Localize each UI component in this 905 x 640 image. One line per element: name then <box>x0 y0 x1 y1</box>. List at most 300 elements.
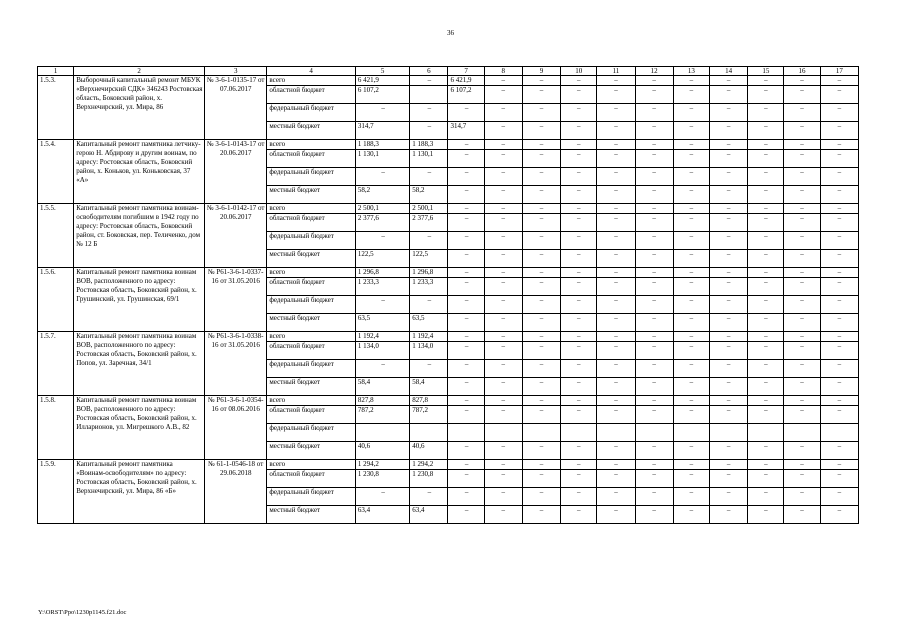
empty-dash-cell: – <box>561 278 597 296</box>
funding-source-label: всего <box>267 332 356 342</box>
empty-dash-cell <box>748 424 784 442</box>
empty-dash-cell: – <box>522 470 560 488</box>
empty-dash-cell: – <box>635 406 673 424</box>
empty-dash-cell: – <box>597 406 635 424</box>
amount-cell: – <box>448 168 484 186</box>
empty-dash-cell: – <box>597 442 635 460</box>
empty-dash-cell: – <box>820 488 858 506</box>
amount-cell: – <box>448 268 484 278</box>
empty-dash-cell: – <box>709 442 747 460</box>
amount-cell: – <box>355 104 409 122</box>
amount-cell: – <box>410 296 448 314</box>
amount-cell: 63,4 <box>410 506 448 524</box>
empty-dash-cell: – <box>561 406 597 424</box>
empty-dash-cell: – <box>748 232 784 250</box>
object-name: Капитальный ремонт памятника воинам ВОВ, расположенного по адресу: Ростовская область, Боковский район, х. Попов, ул. Заречная, 34/1 <box>74 332 205 396</box>
empty-dash-cell: – <box>484 168 522 186</box>
empty-dash-cell: – <box>673 268 709 278</box>
empty-dash-cell: – <box>522 168 560 186</box>
empty-dash-cell: – <box>484 214 522 232</box>
empty-dash-cell: – <box>635 332 673 342</box>
empty-dash-cell: – <box>820 214 858 232</box>
empty-dash-cell: – <box>820 378 858 396</box>
empty-dash-cell: – <box>522 360 560 378</box>
empty-dash-cell: – <box>522 506 560 524</box>
empty-dash-cell: – <box>522 342 560 360</box>
empty-dash-cell: – <box>597 104 635 122</box>
funding-source-label: областной бюджет <box>267 470 356 488</box>
empty-dash-cell: – <box>635 76 673 86</box>
empty-dash-cell: – <box>784 342 820 360</box>
empty-dash-cell: – <box>484 296 522 314</box>
empty-dash-cell: – <box>709 278 747 296</box>
column-header: 16 <box>784 67 820 76</box>
amount-cell: – <box>448 470 484 488</box>
empty-dash-cell: – <box>635 442 673 460</box>
empty-dash-cell: – <box>709 250 747 268</box>
amount-cell: 1 296,8 <box>355 268 409 278</box>
amount-cell: – <box>448 186 484 204</box>
amount-cell: 6 107,2 <box>355 86 409 104</box>
amount-cell: – <box>355 296 409 314</box>
amount-cell: 1 296,8 <box>410 268 448 278</box>
amount-cell: 1 230,8 <box>410 470 448 488</box>
empty-dash-cell: – <box>484 442 522 460</box>
document-number: № Р61-3-6-1-0337-16 от 31.05.2016 <box>205 268 267 332</box>
amount-cell: – <box>410 122 448 140</box>
empty-dash-cell: – <box>748 250 784 268</box>
empty-dash-cell: – <box>784 76 820 86</box>
amount-cell: 58,2 <box>355 186 409 204</box>
empty-dash-cell: – <box>820 186 858 204</box>
funding-source-label: всего <box>267 396 356 406</box>
amount-cell: – <box>448 214 484 232</box>
budget-table <box>37 66 859 524</box>
empty-dash-cell: – <box>748 396 784 406</box>
empty-dash-cell: – <box>522 396 560 406</box>
table-row <box>38 140 859 150</box>
empty-dash-cell: – <box>820 406 858 424</box>
empty-dash-cell: – <box>748 442 784 460</box>
row-number: 1.5.4. <box>38 140 74 204</box>
amount-cell: 1 233,3 <box>410 278 448 296</box>
empty-dash-cell: – <box>561 378 597 396</box>
empty-dash-cell: – <box>561 122 597 140</box>
empty-dash-cell: – <box>748 214 784 232</box>
empty-dash-cell: – <box>784 406 820 424</box>
empty-dash-cell: – <box>635 150 673 168</box>
empty-dash-cell: – <box>484 378 522 396</box>
amount-cell <box>410 86 448 104</box>
empty-dash-cell: – <box>597 268 635 278</box>
empty-dash-cell: – <box>484 332 522 342</box>
empty-dash-cell: – <box>635 314 673 332</box>
empty-dash-cell: – <box>820 314 858 332</box>
empty-dash-cell: – <box>784 150 820 168</box>
amount-cell: 2 500,1 <box>410 204 448 214</box>
table-row <box>38 76 859 86</box>
funding-source-label: федеральный бюджет <box>267 424 356 442</box>
column-header: 2 <box>74 67 205 76</box>
table-row <box>38 396 859 406</box>
amount-cell: – <box>448 204 484 214</box>
page-number: 36 <box>447 29 454 37</box>
funding-source-label: всего <box>267 140 356 150</box>
amount-cell: – <box>448 140 484 150</box>
empty-dash-cell: – <box>522 214 560 232</box>
empty-dash-cell: – <box>561 140 597 150</box>
empty-dash-cell: – <box>784 378 820 396</box>
empty-dash-cell: – <box>820 470 858 488</box>
funding-source-label: местный бюджет <box>267 314 356 332</box>
empty-dash-cell: – <box>709 470 747 488</box>
amount-cell: – <box>410 360 448 378</box>
amount-cell: 827,8 <box>355 396 409 406</box>
amount-cell: 63,5 <box>355 314 409 332</box>
column-header: 5 <box>355 67 409 76</box>
empty-dash-cell: – <box>597 342 635 360</box>
empty-dash-cell: – <box>561 314 597 332</box>
column-header: 1 <box>38 67 74 76</box>
empty-dash-cell: – <box>561 360 597 378</box>
row-number: 1.5.5. <box>38 204 74 268</box>
amount-cell: – <box>448 406 484 424</box>
empty-dash-cell: – <box>597 296 635 314</box>
empty-dash-cell: – <box>784 396 820 406</box>
empty-dash-cell: – <box>635 140 673 150</box>
amount-cell: 63,4 <box>355 506 409 524</box>
empty-dash-cell: – <box>748 104 784 122</box>
empty-dash-cell: – <box>484 232 522 250</box>
empty-dash-cell: – <box>673 442 709 460</box>
funding-source-label: всего <box>267 460 356 470</box>
amount-cell: – <box>448 104 484 122</box>
empty-dash-cell: – <box>748 332 784 342</box>
empty-dash-cell: – <box>561 104 597 122</box>
amount-cell: 1 130,1 <box>355 150 409 168</box>
empty-dash-cell: – <box>635 86 673 104</box>
empty-dash-cell: – <box>784 296 820 314</box>
empty-dash-cell: – <box>784 122 820 140</box>
empty-dash-cell: – <box>673 396 709 406</box>
column-header: 11 <box>597 67 635 76</box>
empty-dash-cell: – <box>784 86 820 104</box>
empty-dash-cell: – <box>748 168 784 186</box>
empty-dash-cell: – <box>820 232 858 250</box>
empty-dash-cell: – <box>597 168 635 186</box>
amount-cell: – <box>410 168 448 186</box>
amount-cell: – <box>410 232 448 250</box>
table-row <box>38 460 859 470</box>
empty-dash-cell: – <box>709 396 747 406</box>
empty-dash-cell: – <box>522 86 560 104</box>
empty-dash-cell: – <box>784 460 820 470</box>
empty-dash-cell: – <box>673 332 709 342</box>
empty-dash-cell: – <box>561 470 597 488</box>
empty-dash-cell: – <box>709 268 747 278</box>
amount-cell: – <box>448 378 484 396</box>
amount-cell: – <box>448 396 484 406</box>
empty-dash-cell: – <box>748 470 784 488</box>
empty-dash-cell: – <box>748 360 784 378</box>
empty-dash-cell: – <box>820 442 858 460</box>
document-number: № Р61-3-6-1-0354-16 от 08.06.2016 <box>205 396 267 460</box>
column-header: 3 <box>205 67 267 76</box>
empty-dash-cell: – <box>820 460 858 470</box>
empty-dash-cell: – <box>784 104 820 122</box>
empty-dash-cell: – <box>820 122 858 140</box>
empty-dash-cell: – <box>673 186 709 204</box>
amount-cell: 1 134,0 <box>410 342 448 360</box>
empty-dash-cell: – <box>561 460 597 470</box>
empty-dash-cell: – <box>484 278 522 296</box>
empty-dash-cell: – <box>597 488 635 506</box>
empty-dash-cell: – <box>597 204 635 214</box>
empty-dash-cell: – <box>522 204 560 214</box>
amount-cell: 2 377,6 <box>410 214 448 232</box>
empty-dash-cell: – <box>597 232 635 250</box>
empty-dash-cell: – <box>709 488 747 506</box>
empty-dash-cell: – <box>709 122 747 140</box>
empty-dash-cell: – <box>561 296 597 314</box>
amount-cell: – <box>448 488 484 506</box>
empty-dash-cell: – <box>484 506 522 524</box>
empty-dash-cell: – <box>635 378 673 396</box>
empty-dash-cell: – <box>709 140 747 150</box>
footer-file-path: Y:\ORST\Ppo\1230p1145.f21.doc <box>38 609 127 616</box>
column-header: 17 <box>820 67 858 76</box>
funding-source-label: областной бюджет <box>267 342 356 360</box>
empty-dash-cell: – <box>784 204 820 214</box>
empty-dash-cell: – <box>635 278 673 296</box>
amount-cell: – <box>355 232 409 250</box>
document-number: № 3-6-1-0135-17 от 07.06.2017 <box>205 76 267 140</box>
empty-dash-cell: – <box>635 296 673 314</box>
empty-dash-cell: – <box>709 314 747 332</box>
empty-dash-cell: – <box>673 360 709 378</box>
empty-dash-cell: – <box>484 488 522 506</box>
empty-dash-cell: – <box>522 314 560 332</box>
amount-cell: – <box>448 342 484 360</box>
amount-cell: 1 294,2 <box>410 460 448 470</box>
empty-dash-cell: – <box>673 314 709 332</box>
empty-dash-cell: – <box>820 86 858 104</box>
amount-cell: 63,5 <box>410 314 448 332</box>
empty-dash-cell: – <box>820 150 858 168</box>
empty-dash-cell: – <box>673 250 709 268</box>
empty-dash-cell: – <box>820 296 858 314</box>
empty-dash-cell: – <box>484 76 522 86</box>
column-header: 9 <box>522 67 560 76</box>
row-number: 1.5.6. <box>38 268 74 332</box>
amount-cell: – <box>410 104 448 122</box>
empty-dash-cell: – <box>709 378 747 396</box>
amount-cell: 787,2 <box>355 406 409 424</box>
empty-dash-cell: – <box>522 278 560 296</box>
empty-dash-cell: – <box>784 140 820 150</box>
empty-dash-cell <box>673 424 709 442</box>
funding-source-label: областной бюджет <box>267 86 356 104</box>
amount-cell: 6 421,9 <box>448 76 484 86</box>
empty-dash-cell: – <box>561 396 597 406</box>
empty-dash-cell: – <box>748 506 784 524</box>
empty-dash-cell: – <box>561 488 597 506</box>
amount-cell: 58,4 <box>355 378 409 396</box>
empty-dash-cell: – <box>673 296 709 314</box>
funding-source-label: всего <box>267 268 356 278</box>
empty-dash-cell: – <box>820 396 858 406</box>
empty-dash-cell: – <box>597 214 635 232</box>
empty-dash-cell: – <box>820 342 858 360</box>
object-name: Капитальный ремонт памятника воинам ВОВ, расположенного по адресу: Ростовская область, Боковский район, х. Грушинский, ул. Грушинская, 69/1 <box>74 268 205 332</box>
funding-source-label: местный бюджет <box>267 122 356 140</box>
amount-cell: 314,7 <box>448 122 484 140</box>
amount-cell: – <box>448 250 484 268</box>
column-header: 13 <box>673 67 709 76</box>
column-header: 12 <box>635 67 673 76</box>
empty-dash-cell <box>484 424 522 442</box>
empty-dash-cell: – <box>597 470 635 488</box>
amount-cell: 1 233,3 <box>355 278 409 296</box>
empty-dash-cell: – <box>673 488 709 506</box>
empty-dash-cell: – <box>784 442 820 460</box>
empty-dash-cell: – <box>561 250 597 268</box>
empty-dash-cell: – <box>820 332 858 342</box>
empty-dash-cell: – <box>522 76 560 86</box>
amount-cell: 40,6 <box>355 442 409 460</box>
funding-source-label: федеральный бюджет <box>267 104 356 122</box>
funding-source-label: местный бюджет <box>267 186 356 204</box>
empty-dash-cell: – <box>522 104 560 122</box>
amount-cell: 122,5 <box>355 250 409 268</box>
empty-dash-cell: – <box>597 250 635 268</box>
object-name: Капитальный ремонт памятника воинам ВОВ, расположенного по адресу: Ростовская область, Боковский район, х. Илларионов, ул. Мигрешкого А.В., 82 <box>74 396 205 460</box>
document-number: № 61-1-0546-18 от 29.06.2018 <box>205 460 267 524</box>
document-number: № Р61-3-6-1-0338-16 от 31.05.2016 <box>205 332 267 396</box>
empty-dash-cell: – <box>522 122 560 140</box>
empty-dash-cell: – <box>522 268 560 278</box>
empty-dash-cell: – <box>748 150 784 168</box>
empty-dash-cell: – <box>709 214 747 232</box>
empty-dash-cell: – <box>635 396 673 406</box>
empty-dash-cell: – <box>635 186 673 204</box>
empty-dash-cell: – <box>784 168 820 186</box>
empty-dash-cell: – <box>635 204 673 214</box>
empty-dash-cell: – <box>484 268 522 278</box>
empty-dash-cell: – <box>673 204 709 214</box>
empty-dash-cell: – <box>748 314 784 332</box>
amount-cell: – <box>448 150 484 168</box>
empty-dash-cell: – <box>635 488 673 506</box>
amount-cell: 58,2 <box>410 186 448 204</box>
empty-dash-cell: – <box>673 150 709 168</box>
column-header: 10 <box>561 67 597 76</box>
empty-dash-cell: – <box>709 204 747 214</box>
funding-source-label: федеральный бюджет <box>267 232 356 250</box>
empty-dash-cell: – <box>748 204 784 214</box>
empty-dash-cell: – <box>635 506 673 524</box>
empty-dash-cell: – <box>561 86 597 104</box>
empty-dash-cell: – <box>597 360 635 378</box>
empty-dash-cell: – <box>561 232 597 250</box>
column-header: 14 <box>709 67 747 76</box>
empty-dash-cell <box>522 424 560 442</box>
funding-source-label: областной бюджет <box>267 278 356 296</box>
empty-dash-cell: – <box>709 186 747 204</box>
empty-dash-cell: – <box>597 76 635 86</box>
funding-source-label: всего <box>267 204 356 214</box>
empty-dash-cell: – <box>709 76 747 86</box>
table-row <box>38 268 859 278</box>
empty-dash-cell: – <box>784 314 820 332</box>
object-name: Капитальный ремонт памятника воинам-освободителям погибшим в 1942 году по адресу: Ростовская область, Боковский район, ст. Боковская, пер. Теличенко, дом № 12 Б <box>74 204 205 268</box>
empty-dash-cell: – <box>597 86 635 104</box>
document-number: № 3-6-1-0143-17 от 20.06.2017 <box>205 140 267 204</box>
empty-dash-cell: – <box>597 460 635 470</box>
empty-dash-cell: – <box>522 186 560 204</box>
empty-dash-cell: – <box>484 396 522 406</box>
empty-dash-cell: – <box>709 150 747 168</box>
amount-cell: 1 130,1 <box>410 150 448 168</box>
row-number: 1.5.8. <box>38 396 74 460</box>
empty-dash-cell: – <box>748 76 784 86</box>
amount-cell: – <box>448 442 484 460</box>
amount-cell: – <box>355 360 409 378</box>
funding-source-label: областной бюджет <box>267 150 356 168</box>
empty-dash-cell: – <box>709 168 747 186</box>
empty-dash-cell: – <box>561 442 597 460</box>
empty-dash-cell: – <box>709 332 747 342</box>
empty-dash-cell: – <box>635 460 673 470</box>
empty-dash-cell: – <box>784 214 820 232</box>
empty-dash-cell: – <box>673 232 709 250</box>
empty-dash-cell: – <box>820 360 858 378</box>
empty-dash-cell: – <box>709 232 747 250</box>
empty-dash-cell: – <box>673 76 709 86</box>
empty-dash-cell: – <box>709 460 747 470</box>
empty-dash-cell: – <box>709 360 747 378</box>
funding-source-label: местный бюджет <box>267 442 356 460</box>
empty-dash-cell: – <box>522 488 560 506</box>
empty-dash-cell: – <box>484 314 522 332</box>
empty-dash-cell: – <box>522 378 560 396</box>
empty-dash-cell: – <box>673 122 709 140</box>
empty-dash-cell: – <box>748 140 784 150</box>
empty-dash-cell: – <box>561 214 597 232</box>
empty-dash-cell: – <box>522 332 560 342</box>
empty-dash-cell: – <box>522 250 560 268</box>
empty-dash-cell: – <box>522 140 560 150</box>
empty-dash-cell: – <box>748 296 784 314</box>
amount-cell: 1 230,8 <box>355 470 409 488</box>
amount-cell: 314,7 <box>355 122 409 140</box>
empty-dash-cell: – <box>597 140 635 150</box>
empty-dash-cell: – <box>561 332 597 342</box>
funding-source-label: федеральный бюджет <box>267 360 356 378</box>
amount-cell: – <box>448 314 484 332</box>
amount-cell: – <box>410 76 448 86</box>
amount-cell: 122,5 <box>410 250 448 268</box>
empty-dash-cell: – <box>784 268 820 278</box>
row-number: 1.5.9. <box>38 460 74 524</box>
empty-dash-cell: – <box>597 278 635 296</box>
empty-dash-cell <box>820 424 858 442</box>
empty-dash-cell: – <box>673 406 709 424</box>
column-header: 7 <box>448 67 484 76</box>
empty-dash-cell: – <box>561 204 597 214</box>
column-header: 8 <box>484 67 522 76</box>
empty-dash-cell: – <box>820 204 858 214</box>
